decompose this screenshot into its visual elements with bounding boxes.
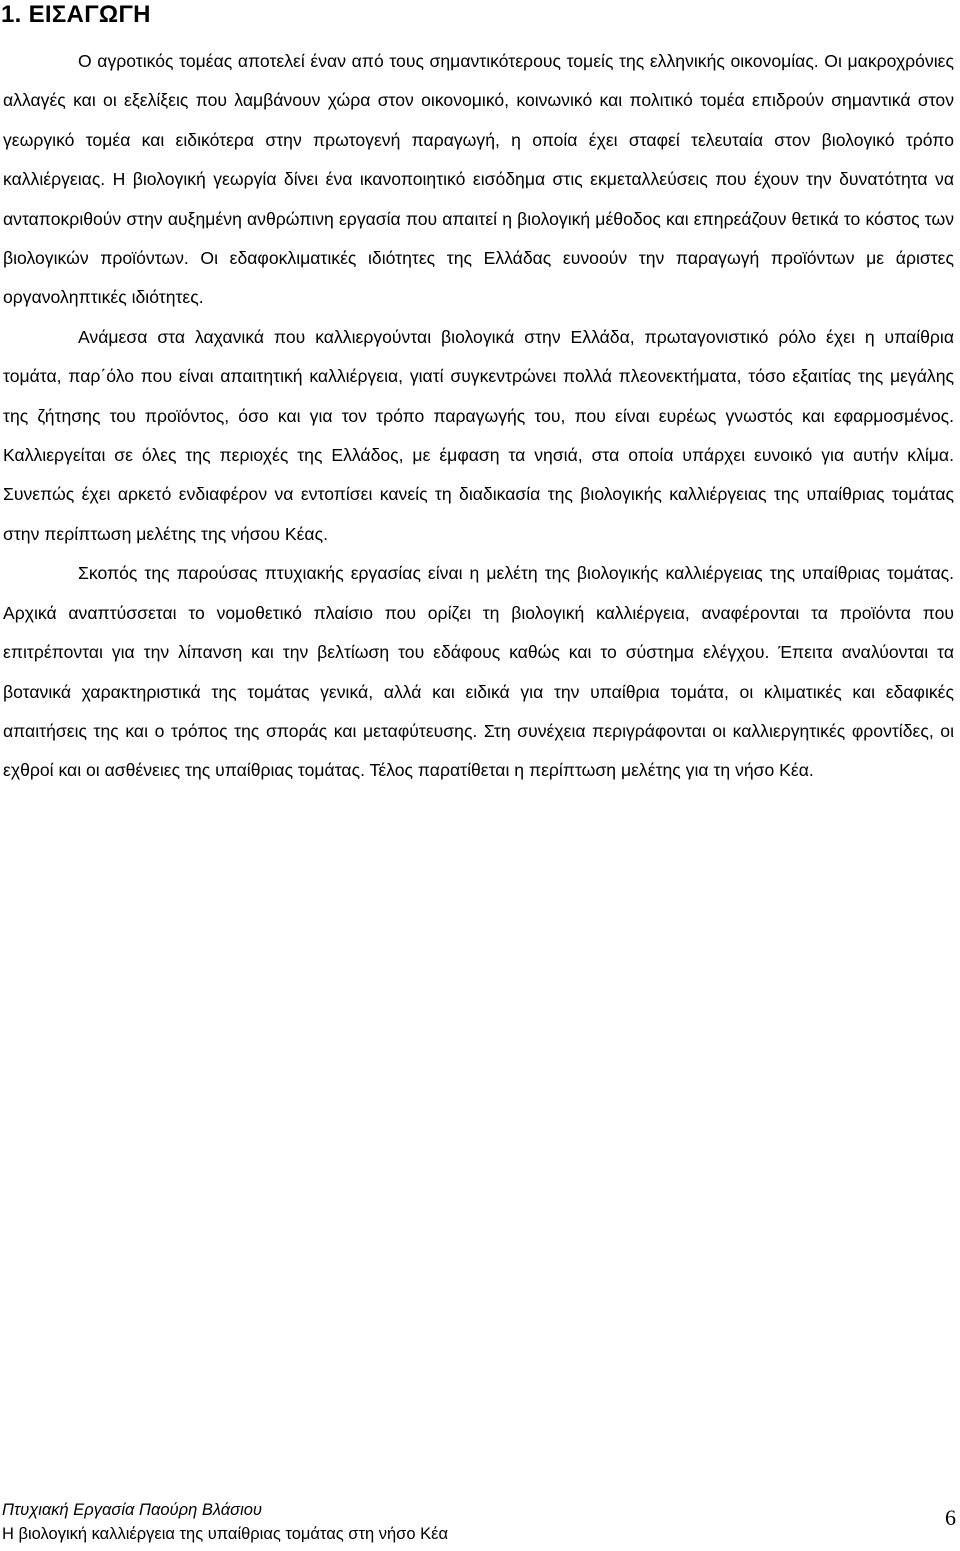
- section-heading: 1. ΕΙΣΑΓΩΓΗ: [1, 1, 151, 28]
- footer-author: Πτυχιακή Εργασία Παούρη Βλάσιου: [2, 1501, 262, 1519]
- page-footer: [2, 1498, 956, 1548]
- footer-title: Η βιολογική καλλιέργεια της υπαίθριας τομάτας στη νήσο Κέα: [2, 1525, 449, 1543]
- paragraph-2: Ανάμεσα στα λαχανικά που καλλιεργούνται βιολογικά στην Ελλάδα, πρωταγονιστικό ρόλο έχει η υπαίθρια τομάτα, παρ΄όλο που είναι απαιτητική καλλιέργεια, γιατί συγκεντρώνει πολλά πλεονεκτήματα, τόσο εξαιτίας της μεγάλης της ζήτησης του προϊόντος, όσο και για τον τρόπο παραγωγής του, που είναι ευρέως γνωστός και εφαρμοσμένος. Καλλιεργείται σε όλες της περιοχές της Ελλάδος, με έμφαση τα νησιά, στα οποία υπάρχει ευνοικό για αυτήν κλίμα. Συνεπώς έχει αρκετό ενδιαφέρον να εντοπίσει κανείς τη διαδικασία της βιολογικής καλλιέργειας της υπαίθριας τομάτας στην περίπτωση μελέτης της νήσου Κέας.: [3, 326, 954, 544]
- paragraph-3: Σκοπός της παρούσας πτυχιακής εργασίας είναι η μελέτη της βιολογικής καλλιέργειας της υπαίθριας τομάτας. Αρχικά αναπτύσσεται το νομοθετικό πλαίσιο που ορίζει τη βιολογική καλλιέργεια, αναφέρονται τα προϊόντα που επιτρέπονται για την λίπανση και την βελτίωση του εδάφους καθώς και το σύστημα ελέγχου. Έπειτα αναλύονται τα βοτανικά χαρακτηριστικά της τομάτας γενικά, αλλά και ειδικά για την υπαίθρια τομάτα, οι κλιματικές και εδαφικές απαιτήσεις της και ο τρόπος της σποράς και μεταφύτευσης. Στη συνέχεια περιγράφονται οι καλλιεργητικές φροντίδες, οι εχθροί και οι ασθένειες της υπαίθριας τομάτας. Τέλος παρατίθεται η περίπτωση μελέτης για τη νήσο Κέα.: [3, 563, 954, 781]
- page-number: 6: [945, 1505, 956, 1530]
- paragraph-1: Ο αγροτικός τομέας αποτελεί έναν από τους σημαντικότερους τομείς της ελληνικής οικονομίας. Οι μακροχρόνιες αλλαγές και οι εξελίξεις που λαμβάνουν χώρα στον οικονομικό, κοινωνικό και πολιτικό τομέα επιδρούν σημαντικά στον γεωργικό τομέα και ειδικότερα στην πρωτογενή παραγωγή, η οποία έχει σταφεί τελευταία στον βιολογικό τρόπο καλλιέργειας. Η βιολογική γεωργία δίνει ένα ικανοποιητικό εισόδημα στις εκμεταλλεύσεις που έχουν την δυνατότητα να ανταποκριθούν στην αυξημένη ανθρώπινη εργασία που απαιτεί η βιολογική μέθοδος και επηρεάζουν θετικά το κόστος των βιολογικών προϊόντων. Οι εδαφοκλιματικές ιδιότητες της Ελλάδας ευνοούν την παραγωγή προϊόντων με άριστες οργανοληπτικές ιδιότητες.: [3, 51, 954, 308]
- body-text: [3, 42, 954, 791]
